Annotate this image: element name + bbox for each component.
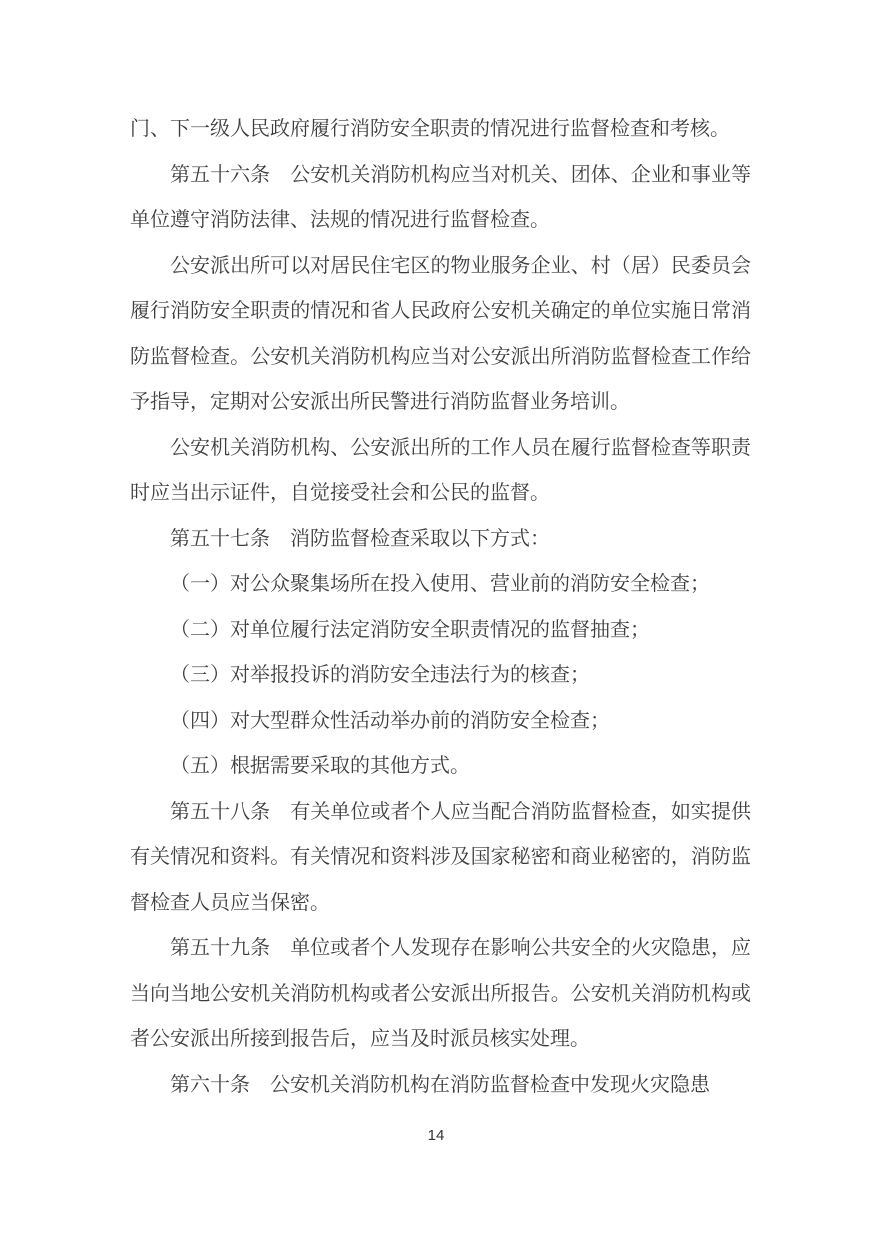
paragraph-article-57-item-3: （三）对举报投诉的消防安全违法行为的核查； [170, 664, 590, 686]
paragraph-article-57: 第五十七条 消防监督检查采取以下方式： [170, 527, 550, 550]
paragraph-article-57-item-2: （二）对单位履行法定消防安全职责情况的监督抽查； [170, 618, 650, 641]
paragraph-article-56-clause-2: 公安派出所可以对居民住宅区的物业服务企业、村（居）民委员会履行消防安全职责的情况和省人民政府公安机关确定的单位实施日常消防监督检查。公安机关消防机构应当对公安派出所消防监督检查工作给予指导，定期对公安派出所民警进行消防监督业务培训。 [130, 254, 751, 413]
paragraph-article-59: 第五十九条 单位或者个人发现存在影响公共安全的火灾隐患，应当向当地公安机关消防机构或者公安派出所报告。公安机关消防机构或者公安派出所接到报告后，应当及时派员核实处理。 [130, 937, 751, 1050]
document-body-text [130, 107, 751, 1108]
paragraph-article-57-item-1: （一）对公众聚集场所在投入使用、营业前的消防安全检查； [170, 573, 710, 595]
paragraph-article-56-clause-3: 公安机关消防机构、公安派出所的工作人员在履行监督检查等职责时应当出示证件，自觉接受社会和公民的监督。 [130, 436, 751, 504]
paragraph-article-56: 第五十六条 公安机关消防机构应当对机关、团体、企业和事业等单位遵守消防法律、法规的情况进行监督检查。 [130, 163, 751, 231]
paragraph-article-58: 第五十八条 有关单位或者个人应当配合消防监督检查，如实提供有关情况和资料。有关情况和资料涉及国家秘密和商业秘密的，消防监督检查人员应当保密。 [130, 800, 751, 914]
page-number: 14 [427, 1127, 445, 1144]
paragraph-article-57-item-5: （五）根据需要采取的其他方式。 [170, 755, 470, 777]
paragraph-article-57-item-4: （四）对大型群众性活动举办前的消防安全检查； [170, 709, 610, 732]
paragraph-continuation: 门、下一级人民政府履行消防安全职责的情况进行监督检查和考核。 [130, 118, 730, 140]
paragraph-article-60: 第六十条 公安机关消防机构在消防监督检查中发现火灾隐患 [170, 1073, 710, 1096]
